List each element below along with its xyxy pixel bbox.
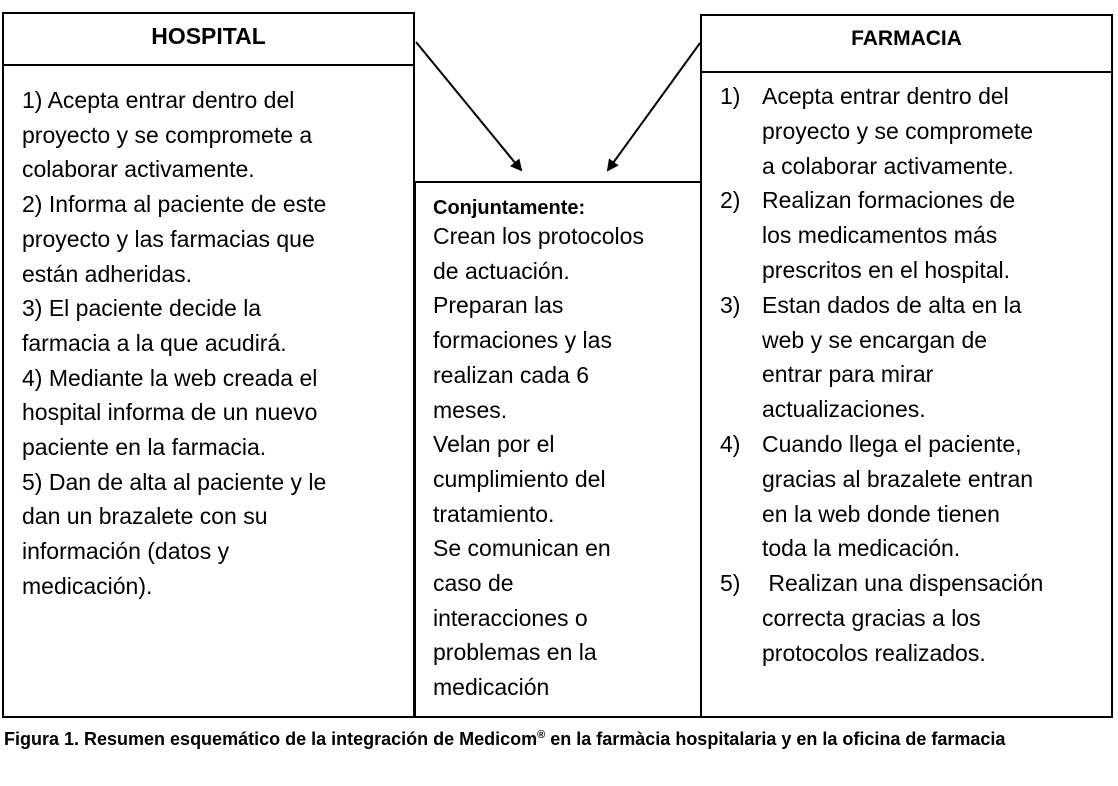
hospital-step-line: farmacia a la que acudirá. — [22, 329, 287, 356]
farmacia-step-line: gracias al brazalete entran — [762, 465, 1034, 492]
hospital-step-line: 4) Mediante la web creada el — [22, 364, 318, 391]
farmacia-step-line: entrar para mirar — [762, 361, 934, 388]
hospital-step-line: medicación). — [22, 572, 153, 599]
arrow-farmacia-to-joint — [608, 43, 700, 170]
farmacia-step-number: 3) — [720, 291, 741, 318]
farmacia-step-line: actualizaciones. — [762, 396, 926, 423]
arrow-hospital-to-joint — [416, 42, 521, 170]
registered-mark: ® — [537, 729, 546, 741]
figure-caption — [4, 728, 1104, 751]
joint-action-line: meses. — [433, 396, 508, 423]
farmacia-step-line: Acepta entrar dentro del — [762, 83, 1009, 109]
hospital-step-line: proyecto y se compromete a — [22, 121, 313, 148]
farmacia-step-line: prescritos en el hospital. — [762, 257, 1011, 283]
farmacia-step-line: correcta gracias a los — [762, 605, 981, 631]
hospital-step-line: paciente en la farmacia. — [22, 434, 267, 460]
hospital-step-line: están adheridas. — [22, 260, 193, 287]
farmacia-step-line: protocolos realizados. — [762, 639, 986, 666]
hospital-step-line: información (datos y — [22, 538, 230, 565]
farmacia-step-line: en la web donde tienen — [762, 500, 1000, 527]
hospital-step-line: 3) El paciente decide la — [22, 295, 262, 322]
joint-heading: Conjuntamente: — [433, 197, 586, 219]
caption-text: Figura 1. Resumen esquemático de la integración de Medicom — [4, 729, 538, 749]
joint-action-line: medicación — [433, 674, 550, 701]
caption-text-continued: en la farmàcia hospitalaria y en la oficina de farmacia — [545, 729, 1006, 749]
joint-action-line: caso de — [433, 570, 514, 596]
hospital-step-line: dan un brazalete con su — [22, 503, 268, 530]
farmacia-step-line: proyecto y se compromete — [762, 117, 1034, 144]
hospital-step-line: proyecto y las farmacias que — [22, 225, 315, 252]
hospital-title: HOSPITAL — [151, 23, 266, 49]
hospital-step-line: hospital informa de un nuevo — [22, 399, 318, 426]
joint-action-line: cumplimiento del — [433, 465, 606, 492]
joint-action-line: tratamiento. — [433, 500, 555, 527]
hospital-step-line: 1) Acepta entrar dentro del — [22, 87, 295, 113]
farmacia-step-line: los medicamentos más — [762, 222, 998, 249]
joint-action-line: Velan por el — [433, 431, 555, 458]
joint-action-line: formaciones y las — [433, 327, 612, 354]
farmacia-step-line: toda la medicación. — [762, 535, 961, 562]
joint-action-line: de actuación. — [433, 257, 570, 284]
farmacia-step-line: Realizan formaciones de — [762, 187, 1016, 214]
farmacia-step-line: Cuando llega el paciente, — [762, 431, 1022, 457]
farmacia-step-number: 5) — [720, 570, 741, 597]
farmacia-title: FARMACIA — [851, 27, 962, 50]
farmacia-step-line: Estan dados de alta en la — [762, 291, 1022, 318]
joint-action-line: interacciones o — [433, 604, 588, 631]
joint-action-line: Se comunican en — [433, 535, 611, 562]
joint-action-line: Crean los protocolos — [433, 223, 644, 249]
farmacia-step-line: Realizan una dispensación — [762, 570, 1044, 597]
farmacia-step-number: 2) — [720, 187, 741, 214]
farmacia-step-line: web y se encargan de — [762, 326, 988, 353]
joint-action-line: realizan cada 6 — [433, 361, 589, 388]
hospital-step-line: 2) Informa al paciente de este — [22, 191, 327, 218]
joint-action-line: problemas en la — [433, 639, 597, 666]
joint-action-line: Preparan las — [433, 292, 564, 319]
farmacia-step-number: 4) — [720, 431, 741, 457]
farmacia-step-line: a colaborar activamente. — [762, 152, 1014, 179]
hospital-step-line: 5) Dan de alta al paciente y le — [22, 468, 327, 495]
hospital-step-line: colaborar activamente. — [22, 156, 255, 183]
farmacia-step-number: 1) — [720, 83, 741, 109]
